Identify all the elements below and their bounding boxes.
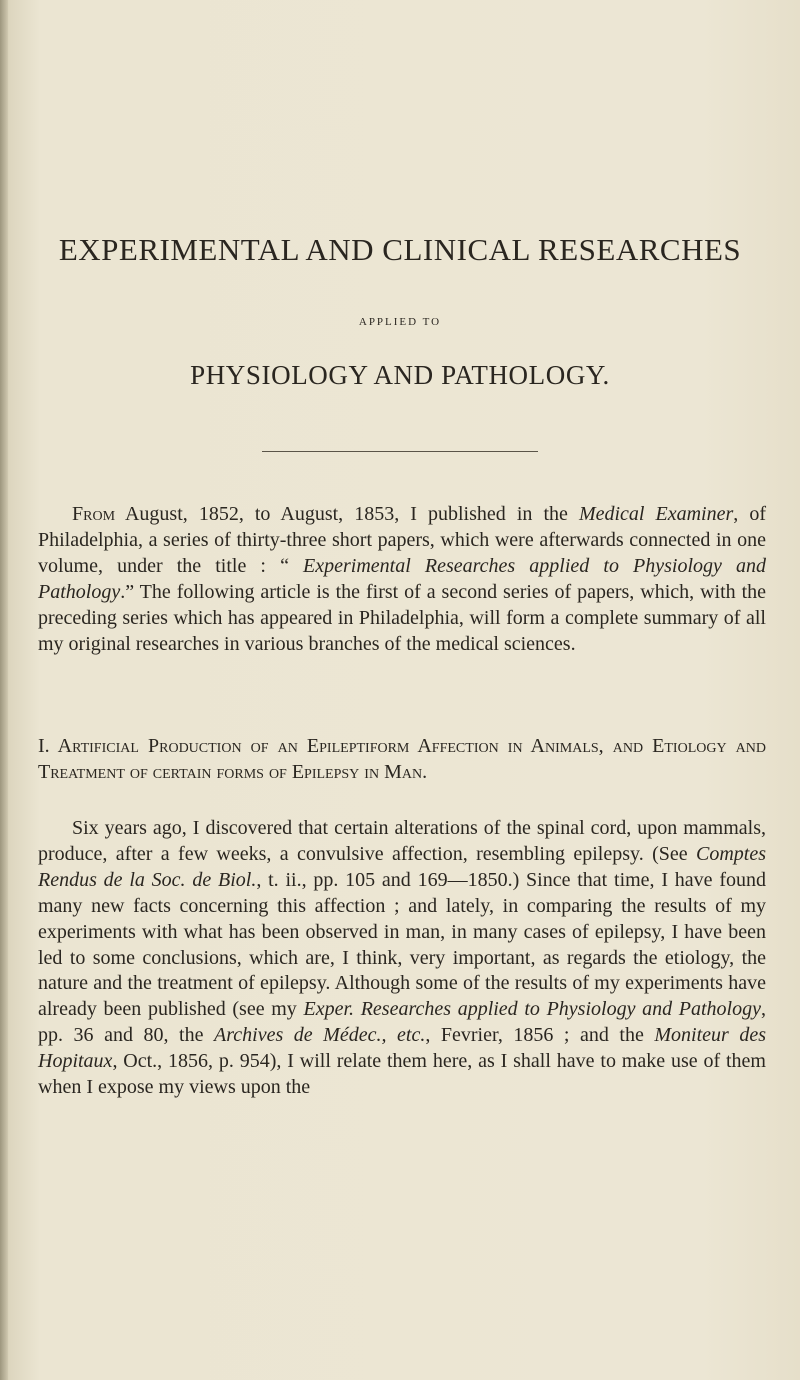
intro-text-3: .” The following article is the first of a second series of papers, which, with the preceding series which has appeared in Philadelphia, will form a complete summary of all my original researches in various branches of the medical sciences. <box>38 580 766 655</box>
intro-text-2: , of Philadelphia, a series of thirty-three short papers, which were afterwards connected in one volume, under the title : “ <box>38 503 766 577</box>
page-binding-edge <box>0 0 8 1380</box>
subtitle: PHYSIOLOGY AND PATHOLOGY. <box>190 360 610 390</box>
section-text-4: , Fevrier, 1856 ; and the <box>425 1024 655 1047</box>
title-divider <box>262 451 538 452</box>
intro-lead: From <box>72 503 116 525</box>
intro-journal-title: Medical Examiner <box>578 503 734 525</box>
applied-to-label: APPLIED TO <box>358 316 442 328</box>
section-text-1: Six years ago, I discovered that certain alterations of the spinal cord, upon mammals, produce, after a few weeks, a convulsive affection, resembling epilepsy. (See <box>38 817 766 865</box>
section-citation-2: Exper. Researches applied to Physiology and Pathology <box>303 998 761 1021</box>
section-heading: I. Artificial Production of an Epileptiform Affection in Animals, and Etiology and Treatment of certain forms of Epilepsy in Man. <box>38 735 766 783</box>
intro-text-1: August, 1852, to August, 1853, I published in the <box>115 503 579 525</box>
section-citation-4: Moniteur des Hopitaux <box>38 1024 767 1073</box>
intro-book-title: Experimental Researches applied to Physiology and Pathology <box>38 554 766 603</box>
section-citation-3: Archives de Médec., etc. <box>214 1024 426 1047</box>
intro-paragraph <box>38 502 766 657</box>
section-paragraph <box>38 816 766 1101</box>
section-citation-1: Comptes Rendus de la Soc. de Biol. <box>38 842 766 891</box>
section-text-3: , pp. 36 and 80, the <box>38 998 766 1047</box>
section-text-2: , t. ii., pp. 105 and 169—1850.) Since that time, I have found many new facts concerning this affection ; and lately, in comparing the results of my experiments with what has been observed in man, in many cases of epilepsy, I have been led to some conclusions, which are, I think, very important, as regards the etiology, the nature and the treatment of epilepsy. Although some of the results of my experiments have already been published (see my <box>38 868 766 1021</box>
section-text-5: , Oct., 1856, p. 954), I will relate them here, as I shall have to make use of them when I expose my views upon the <box>38 1050 766 1099</box>
main-title: EXPERIMENTAL AND CLINICAL RESEARCHES <box>58 232 742 267</box>
